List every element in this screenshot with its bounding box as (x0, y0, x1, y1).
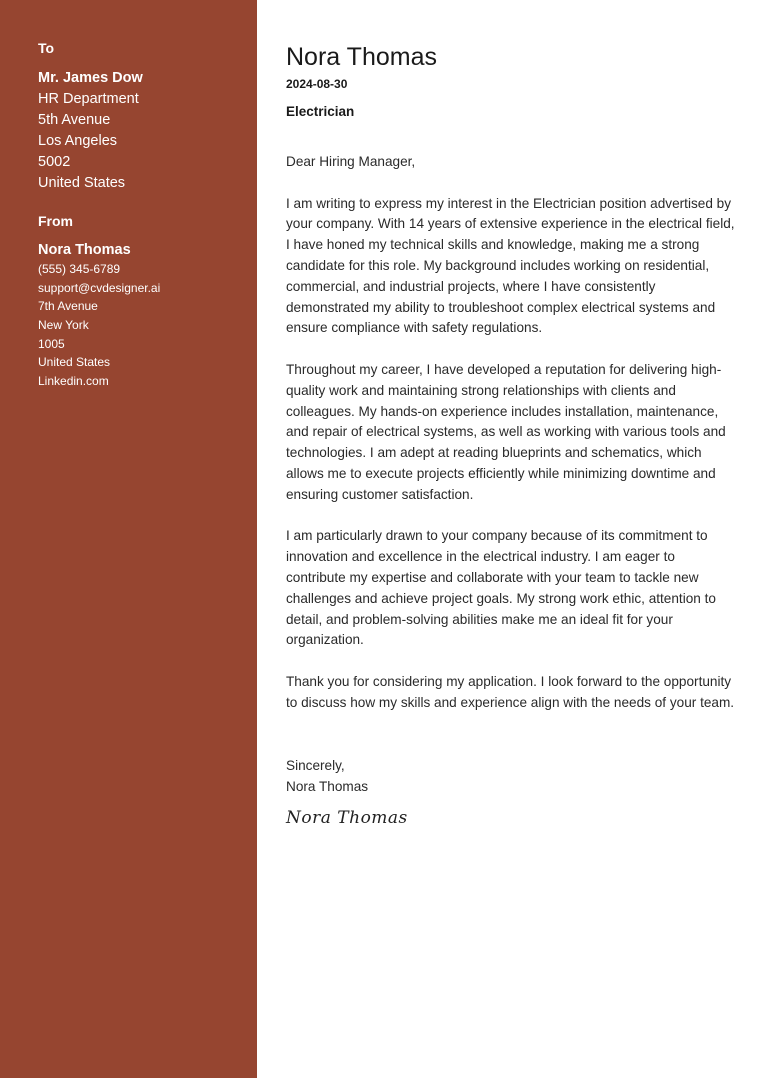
sender-city: New York (38, 318, 89, 333)
sender-phone: (555) 345-6789 (38, 262, 121, 276)
sidebar (0, 0, 257, 1078)
letter-author-name: Nora Thomas (286, 43, 437, 71)
letter-body (286, 152, 736, 734)
recipient-department: HR Department (38, 91, 139, 107)
letter-date: 2024-08-30 (286, 77, 348, 91)
sender-country: United States (38, 355, 111, 370)
recipient-postal-code: 5002 (38, 154, 71, 170)
from-heading: From (38, 213, 73, 229)
recipient-name: Mr. James Dow (38, 70, 143, 86)
job-title: Electrician (286, 104, 355, 119)
signature: Nora Thomas (286, 808, 408, 828)
recipient-block (38, 68, 143, 194)
closing-block (286, 756, 368, 798)
sender-name: Nora Thomas (38, 242, 131, 258)
paragraph-4: Thank you for considering my application. I look forward to the opportunity to discuss how my skills and experience align with the needs of your team. (286, 673, 735, 710)
sender-postal-code: 1005 (38, 336, 65, 351)
paragraph-3: I am particularly drawn to your company because of its commitment to innovation and excellence in the electrical industry. I am eager to contribute my expertise and collaborate with your team to tackle new challenges and achieve project goals. My strong work ethic, attention to detail, and problem-solving abilities make me an ideal fit for your organization. (286, 528, 716, 648)
recipient-country: United States (38, 175, 126, 191)
sender-block (38, 241, 160, 391)
to-heading: To (38, 40, 55, 56)
closing-phrase: Sincerely, (286, 758, 345, 773)
paragraph-2: Throughout my career, I have developed a reputation for delivering high-quality work and maintaining strong relationships with clients and colleagues. My hands-on experience includes installation, maintenance, and repair of electrical systems, as well as working with various tools and technologies. I am adept at reading blueprints and schematics, which allows me to execute projects efficiently while minimizing downtime and ensuring customer satisfaction. (286, 361, 726, 502)
sender-email: support@cvdesigner.ai (38, 280, 161, 295)
salutation: Dear Hiring Manager, (286, 154, 416, 169)
recipient-city: Los Angeles (38, 133, 118, 149)
closing-name: Nora Thomas (286, 778, 369, 794)
recipient-street: 5th Avenue (38, 112, 111, 128)
paragraph-1: I am writing to express my interest in the Electrician position advertised by your company. With 14 years of extensive experience in the electrical field, I have honed my technical skills and knowledge, making me a strong candidate for this role. My background includes working on residential, commercial, and industrial projects, where I have consistently demonstrated my ability to troubleshoot complex electrical systems and ensure compliance with safety regulations. (286, 195, 735, 336)
sender-street: 7th Avenue (38, 299, 98, 314)
sender-linkedin: Linkedin.com (38, 374, 109, 389)
